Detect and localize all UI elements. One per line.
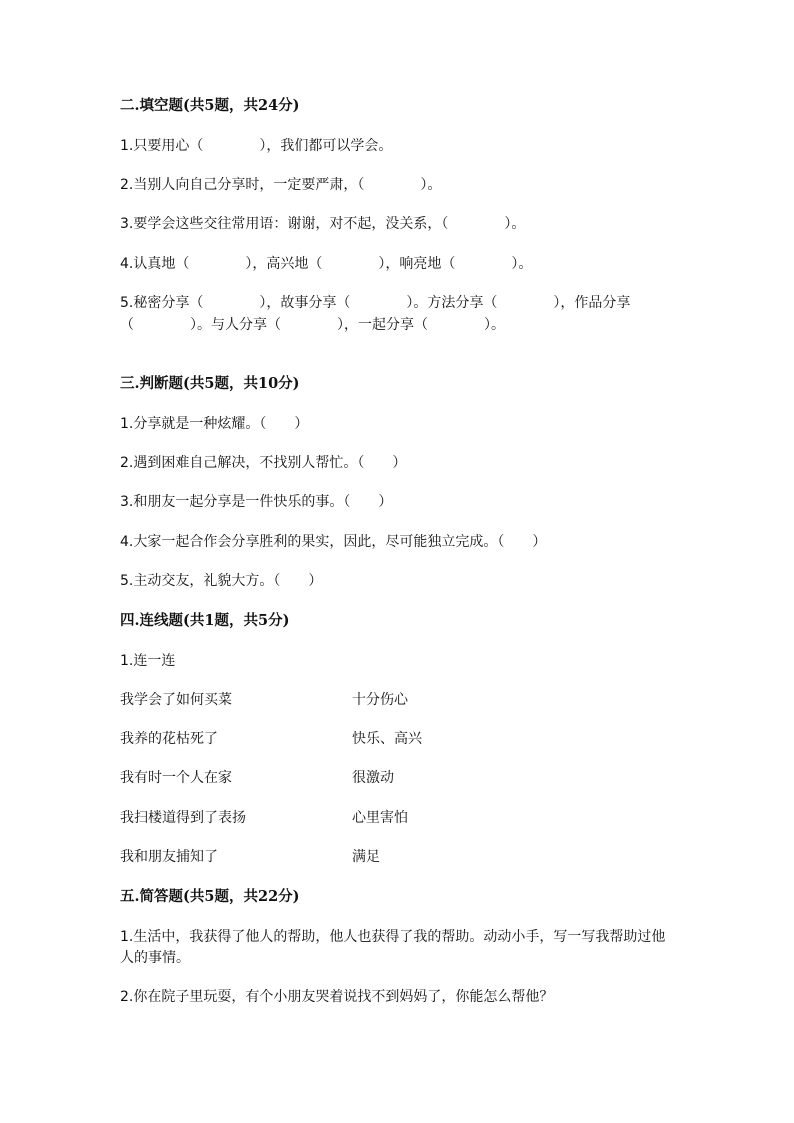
question-item: 1.生活中，我获得了他人的帮助，他人也获得了我的帮助。动动小手，写一写我帮助过他人的事情。 [120, 929, 666, 966]
matching-left-item: 我养的花枯死了 [120, 731, 218, 747]
question-item: 3.要学会这些交往常用语：谢谢，对不起，没关系，（ ）。 [120, 216, 526, 232]
matching-left-item: 我学会了如何买菜 [120, 692, 232, 708]
question-item: 1.只要用心（ ），我们都可以学会。 [120, 138, 393, 154]
section-heading-true-false: 三.判断题(共5题，共10分) [120, 375, 300, 392]
matching-right-item: 满足 [352, 849, 380, 865]
section-heading-short-answer: 五.简答题(共5题，共22分) [120, 888, 300, 905]
matching-left-item: 我扫楼道得到了表扬 [120, 810, 246, 826]
question-item: 1.分享就是一种炫耀。（ ） [120, 416, 309, 432]
question-item: 2.当别人向自己分享时，一定要严肃，（ ）。 [120, 177, 442, 193]
question-item: 4.大家一起合作会分享胜利的果实，因此，尽可能独立完成。（ ） [120, 534, 547, 550]
question-item: 2.遇到困难自己解决，不找别人帮忙。（ ） [120, 455, 407, 471]
question-item: 3.和朋友一起分享是一件快乐的事。（ ） [120, 494, 393, 510]
matching-left-item: 我和朋友捕知了 [120, 849, 218, 865]
section-heading-matching: 四.连线题(共1题，共5分) [120, 612, 290, 629]
question-item: 1.连一连 [120, 653, 176, 669]
matching-right-item: 心里害怕 [352, 810, 408, 826]
section-heading-fill-blank: 二.填空题(共5题，共24分) [120, 97, 300, 114]
question-item: 4.认真地（ ），高兴地（ ），响亮地（ ）。 [120, 256, 533, 272]
matching-right-item: 快乐、高兴 [352, 731, 422, 747]
question-item: 2.你在院子里玩耍，有个小朋友哭着说找不到妈妈了，你能怎么帮他？ [120, 989, 554, 1005]
question-item: 5.秘密分享（ ），故事分享（ ）。方法分享（ ），作品分享（ ）。与人分享（ ），一起分享（ ）。 [120, 295, 631, 333]
matching-right-item: 十分伤心 [352, 692, 408, 708]
question-item: 5.主动交友，礼貌大方。（ ） [120, 573, 323, 589]
matching-left-item: 我有时一个人在家 [120, 770, 232, 786]
matching-right-item: 很激动 [352, 770, 394, 786]
